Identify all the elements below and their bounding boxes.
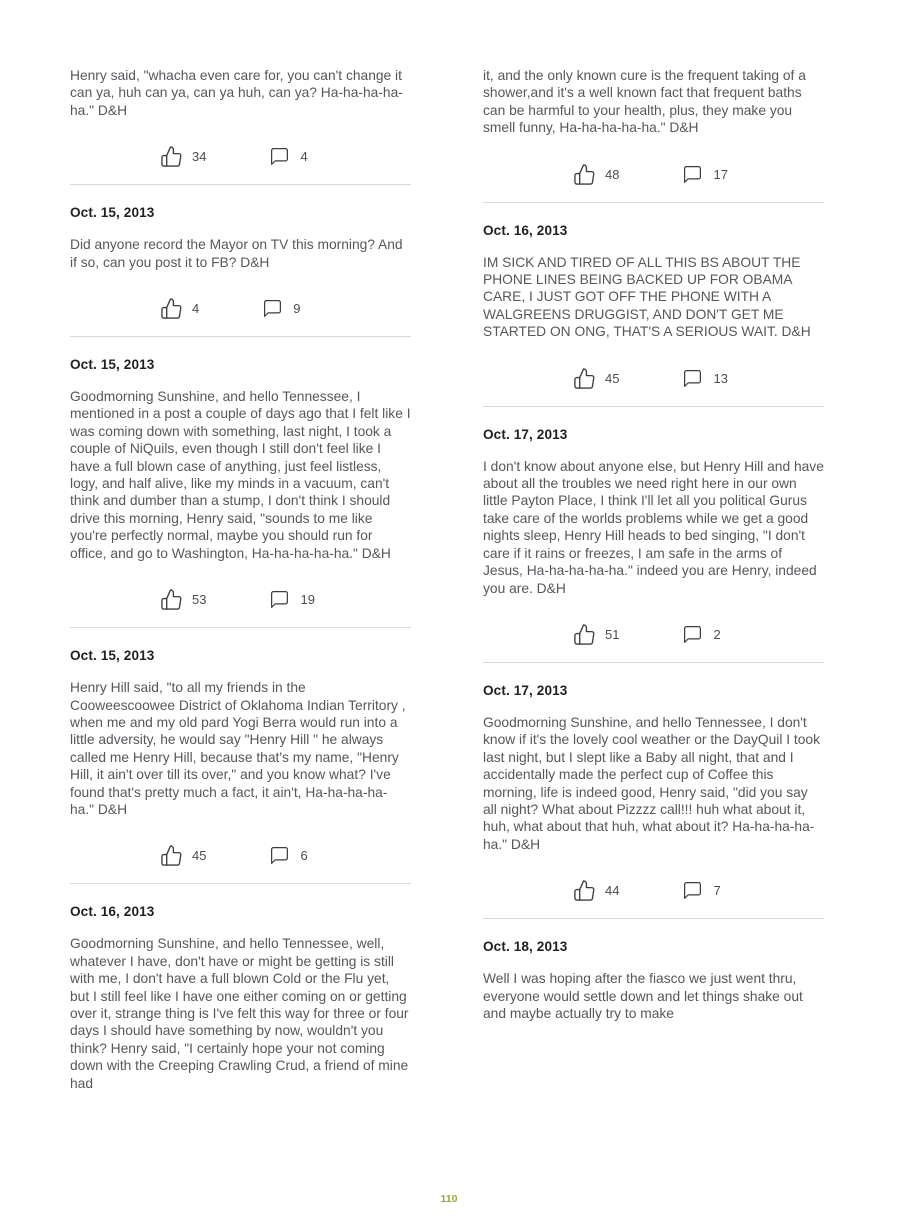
- comment-count-group: [681, 880, 720, 901]
- post: [483, 427, 824, 663]
- post-text: Goodmorning Sunshine, and hello Tennessee, well, whatever I have, don't have or might be getting is still with me, I don't have a full blown Cold or the Flu yet, but I still feel like I have one either coming on or getting over it, strange thing is I've felt this way for three or four days I should have something by now, wouldn't you think? Henry said, "I certainly hope your not coming down with the Creeping Crawling Crud, a friend of mine had: [70, 936, 409, 1091]
- like-count: 4: [192, 301, 200, 317]
- right-column: [483, 67, 824, 1022]
- comment-count: 19: [300, 592, 315, 608]
- like-count-group: [573, 623, 619, 646]
- like-count-group: [160, 297, 199, 320]
- thumbs-up-icon: [573, 879, 596, 902]
- post-divider: [70, 336, 411, 337]
- like-count: 51: [605, 626, 620, 642]
- post: [70, 904, 411, 1092]
- post-date: Oct. 18, 2013: [483, 939, 568, 955]
- comment-bubble-icon: [268, 589, 291, 610]
- comment-count: 9: [293, 301, 301, 317]
- comment-count-group: [681, 164, 727, 185]
- like-count-group: [160, 844, 206, 867]
- like-count-group: [573, 367, 619, 390]
- post-divider: [70, 627, 411, 628]
- like-count: 34: [192, 149, 207, 165]
- post-text: Henry Hill said, "to all my friends in the Cooweescoowee District of Oklahoma Indian Territory , when me and my old pard Yogi Berra would run into a little adversity, he would say "Henry Hill " he always called me Henry Hill, because that's my name, "Henry Hill, it ain't over till its over," and you know what? I've found that's pretty much a fact, it ain't, Ha-ha-ha-ha-ha." D&H: [70, 680, 406, 817]
- comment-count-group: [268, 589, 314, 610]
- post-divider: [483, 406, 824, 407]
- thumbs-up-icon: [160, 297, 183, 320]
- post-reactions: [70, 588, 411, 611]
- post: [483, 67, 824, 203]
- thumbs-up-icon: [160, 588, 183, 611]
- thumbs-up-icon: [573, 367, 596, 390]
- post: [483, 683, 824, 919]
- post: [70, 67, 411, 185]
- like-count: 45: [192, 848, 207, 864]
- like-count-group: [573, 163, 619, 186]
- comment-count: 7: [713, 883, 721, 899]
- post-text: Goodmorning Sunshine, and hello Tennessee, I mentioned in a post a couple of days ago that I felt like I was coming down with something, last night, I took a couple of NiQuils, even though I still don't feel like I have a full blown case of anything, just feel listless, logy, and half alive, like my minds in a vacuum, can't think and dumber than a stump, I don't think I should drive this morning, Henry said, "sounds to me like you're perfectly normal, maybe you should run for office, and go to Washington, Ha-ha-ha-ha-ha." D&H: [70, 389, 411, 561]
- comment-bubble-icon: [268, 146, 291, 167]
- comment-bubble-icon: [261, 298, 284, 319]
- post-reactions: [70, 145, 411, 168]
- left-column: [70, 67, 411, 1092]
- post-date: Oct. 15, 2013: [70, 648, 155, 664]
- comment-count: 4: [300, 149, 308, 165]
- thumbs-up-icon: [160, 145, 183, 168]
- post-reactions: [70, 297, 411, 320]
- post-reactions: [483, 163, 824, 186]
- post-text: Did anyone record the Mayor on TV this morning? And if so, can you post it to FB? D&H: [70, 237, 403, 270]
- comment-count-group: [681, 624, 720, 645]
- like-count: 53: [192, 592, 207, 608]
- post-text: Well I was hoping after the fiasco we just went thru, everyone would settle down and let things shake out and maybe actually try to make: [483, 971, 803, 1021]
- post-date: Oct. 17, 2013: [483, 426, 568, 442]
- comment-bubble-icon: [681, 368, 704, 389]
- comment-count-group: [268, 845, 307, 866]
- post-date: Oct. 16, 2013: [483, 222, 568, 238]
- comment-count-group: [268, 146, 307, 167]
- like-count: 48: [605, 166, 620, 182]
- post-date: Oct. 15, 2013: [70, 357, 155, 373]
- post-date: Oct. 16, 2013: [70, 904, 155, 920]
- thumbs-up-icon: [573, 623, 596, 646]
- post-reactions: [483, 367, 824, 390]
- post-date: Oct. 15, 2013: [70, 205, 155, 221]
- like-count-group: [573, 879, 619, 902]
- thumbs-up-icon: [160, 844, 183, 867]
- like-count-group: [160, 588, 206, 611]
- like-count: 44: [605, 883, 620, 899]
- comment-count: 17: [713, 166, 728, 182]
- thumbs-up-icon: [573, 163, 596, 186]
- post-date: Oct. 17, 2013: [483, 682, 568, 698]
- post-reactions: [70, 844, 411, 867]
- like-count: 45: [605, 370, 620, 386]
- comment-count: 13: [713, 370, 728, 386]
- post: [70, 357, 411, 628]
- post-divider: [483, 918, 824, 919]
- comment-count-group: [681, 368, 727, 389]
- post: [483, 223, 824, 407]
- like-count-group: [160, 145, 206, 168]
- post-text: Henry said, "whacha even care for, you can't change it can ya, huh can ya, can ya huh, can ya? Ha-ha-ha-ha-ha." D&H: [70, 68, 403, 118]
- post-divider: [70, 883, 411, 884]
- comment-count: 6: [300, 848, 308, 864]
- post-reactions: [483, 623, 824, 646]
- comment-bubble-icon: [681, 164, 704, 185]
- post-divider: [483, 662, 824, 663]
- comment-bubble-icon: [268, 845, 291, 866]
- post: [70, 205, 411, 337]
- post-reactions: [483, 879, 824, 902]
- post: [70, 648, 411, 884]
- post-text: it, and the only known cure is the frequent taking of a shower,and it's a well known fact that frequent baths can be harmful to your health, plus, they make you smell funny, Ha-ha-ha-ha-ha." D&H: [483, 68, 806, 136]
- post-divider: [483, 202, 824, 203]
- comment-count: 2: [713, 626, 721, 642]
- post-divider: [70, 184, 411, 185]
- page-number: 110: [440, 1193, 458, 1205]
- comment-bubble-icon: [681, 880, 704, 901]
- comment-count-group: [261, 298, 300, 319]
- post-text: I don't know about anyone else, but Henry Hill and have about all the troubles we need right here in our own little Payton Place, I think I'll let all you political Gurus take care of the worlds problems while we get a good nights sleep, Henry Hill heads to bed singing, "I don't care if it rains or freezes, I am safe in the arms of Jesus, Ha-ha-ha-ha-ha." indeed you are Henry, indeed you are. D&H: [483, 458, 824, 596]
- post-text: IM SICK AND TIRED OF ALL THIS BS ABOUT THE PHONE LINES BEING BACKED UP FOR OBAMA CARE, I JUST GOT OFF THE PHONE WITH A WALGREENS DRUGGIST, AND DON'T GET ME STARTED ON ONG, THAT'S A SERIOUS WAIT. D&H: [483, 254, 811, 340]
- post: [483, 939, 824, 1022]
- post-text: Goodmorning Sunshine, and hello Tennessee, I don't know if it's the lovely cool weather or the DayQuil I took last night, but I slept like a Baby all night, that and I accidentally made the perfect cup of Coffee this morning, life is indeed good, Henry said, "did you say all night? What about Pizzzz call!!! huh what about it, huh, what about that huh, what about it? Ha-ha-ha-ha-ha." D&H: [483, 714, 820, 852]
- comment-bubble-icon: [681, 624, 704, 645]
